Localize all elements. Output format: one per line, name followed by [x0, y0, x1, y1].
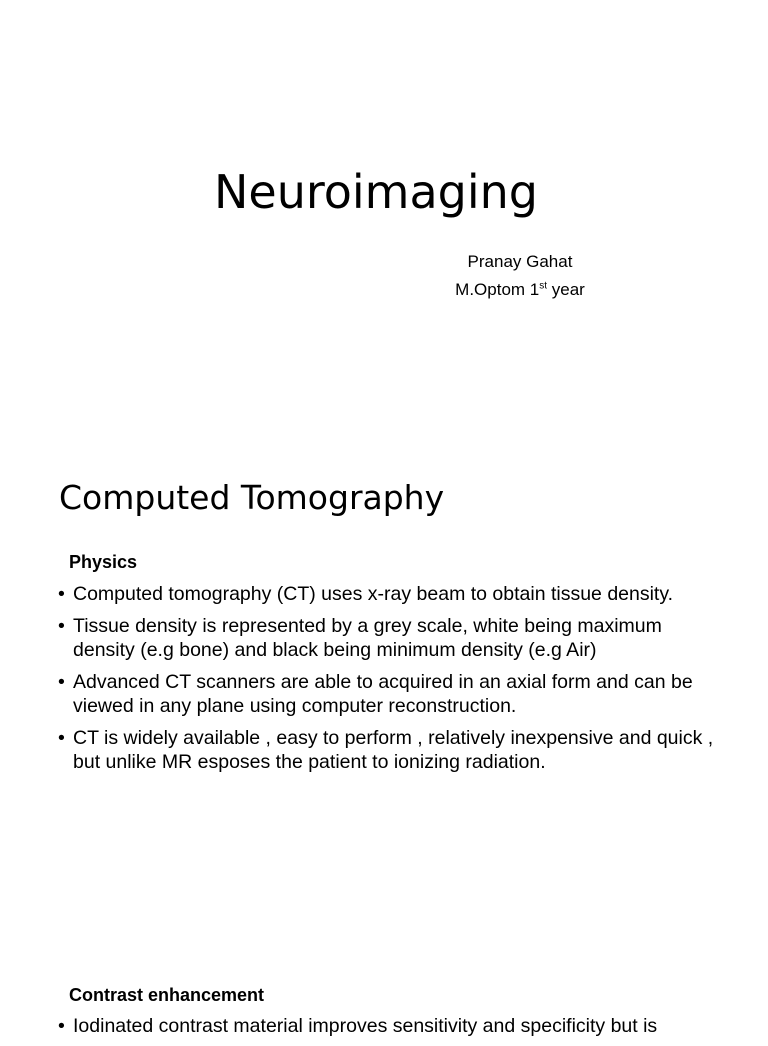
bullet-icon: •	[58, 671, 65, 693]
list-item	[58, 614, 718, 662]
bullet-text: CT is widely available , easy to perform , relatively inexpensive and quick , but unlike MR esposes the patient to ionizing radiation.	[73, 727, 714, 773]
course-superscript: st	[539, 280, 548, 292]
list-item	[58, 670, 718, 718]
course-suffix: year	[547, 280, 585, 299]
bullet-icon: •	[58, 583, 65, 605]
contrast-heading: Contrast enhancement	[69, 985, 265, 1005]
list-item	[58, 1014, 718, 1038]
contrast-bullet-list	[58, 1014, 718, 1046]
course-prefix: M.Optom 1	[455, 280, 540, 299]
bullet-icon: •	[58, 727, 65, 749]
physics-heading: Physics	[69, 552, 138, 572]
ct-slide	[0, 432, 768, 864]
bullet-text: Tissue density is represented by a grey scale, white being maximum density (e.g bone) and black being minimum density (e.g Air)	[73, 615, 662, 661]
presentation-title: Neuroimaging	[213, 165, 539, 219]
author-course	[420, 276, 620, 304]
slide-title: Computed Tomography	[59, 478, 445, 517]
bullet-text: Advanced CT scanners are able to acquired in an axial form and can be viewed in any plane using computer reconstruction.	[73, 671, 693, 717]
title-slide	[0, 0, 768, 432]
physics-bullet-list	[58, 582, 718, 782]
list-item	[58, 582, 718, 606]
bullet-text: Computed tomography (CT) uses x-ray beam to obtain tissue density.	[73, 583, 674, 605]
author-block	[420, 248, 620, 304]
list-item	[58, 726, 718, 774]
contrast-slide	[0, 864, 768, 1037]
bullet-text: Iodinated contrast material improves sensitivity and specificity but is	[73, 1015, 658, 1037]
bullet-icon: •	[58, 1015, 65, 1037]
author-name: Pranay Gahat	[467, 252, 573, 271]
bullet-icon: •	[58, 615, 65, 637]
